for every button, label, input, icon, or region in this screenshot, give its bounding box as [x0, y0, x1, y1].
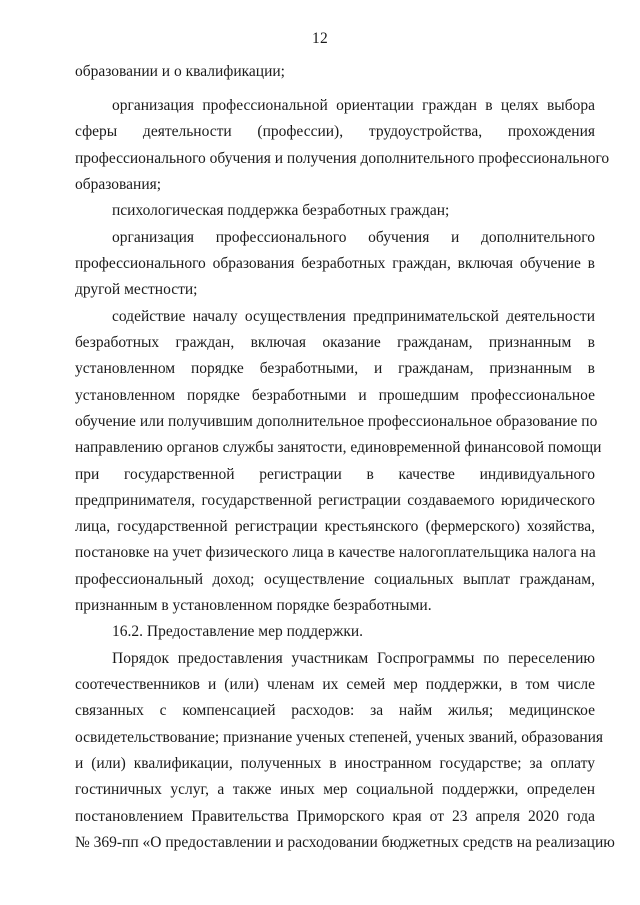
text-line: направлению органов службы занятости, единовременной финансовой помощи: [75, 439, 602, 456]
text-line: организация профессиональной ориентации граждан в целях выбора: [112, 97, 595, 114]
text-line: образования;: [75, 176, 162, 193]
text-line: № 369-пп «О предоставлении и расходовании бюджетных средств на реализацию: [75, 834, 615, 851]
text-line: профессионального обучения и получения дополнительного профессионального: [75, 150, 610, 167]
text-line: обучение или получившим дополнительное профессиональное образование по: [75, 413, 598, 430]
text-line: сферы деятельности (профессии), трудоустройства, прохождения: [75, 123, 595, 140]
text-line: профессиональный доход; осуществление социальных выплат гражданам,: [75, 571, 595, 588]
text-line: содействие началу осуществления предпринимательской деятельности: [112, 308, 595, 325]
text-line: психологическая поддержка безработных граждан;: [112, 202, 450, 219]
text-line: связанных с компенсацией расходов: за найм жилья; медицинское: [75, 702, 595, 719]
text-line: предпринимателя, государственной регистрации создаваемого юридического: [75, 492, 595, 509]
text-line: установленном порядке безработными, и гражданам, признанным в: [75, 360, 595, 377]
text-line: постановлением Правительства Приморского края от 23 апреля 2020 года: [75, 808, 595, 825]
text-line: Порядок предоставления участникам Госпрограммы по переселению: [112, 650, 595, 667]
section-heading: 16.2. Предоставление мер поддержки.: [112, 623, 364, 640]
text-line: при государственной регистрации в качестве индивидуального: [75, 466, 595, 483]
text-line: безработных граждан, включая оказание гражданам, признанным в: [75, 334, 595, 351]
page-number: 12: [311, 30, 329, 47]
text-line: другой местности;: [75, 281, 198, 298]
text-line: освидетельствование; признание ученых степеней, ученых званий, образования: [75, 729, 604, 746]
text-line: постановке на учет физического лица в качестве налогоплательщика налога на: [75, 544, 596, 561]
text-line: лица, государственной регистрации крестьянского (фермерского) хозяйства,: [75, 518, 595, 535]
text-line: признанным в установленном порядке безработными.: [75, 597, 432, 614]
text-line: и (или) квалификации, полученных в иностранном государстве; за оплату: [75, 755, 595, 772]
text-line: гостиничных услуг, а также иных мер социальной поддержки, определен: [75, 781, 595, 798]
text-line: профессионального образования безработных граждан, включая обучение в: [75, 255, 595, 272]
text-line: соотечественников и (или) членам их семей мер поддержки, в том числе: [75, 676, 595, 693]
text-line: организация профессионального обучения и дополнительного: [112, 229, 595, 246]
text-line: установленном порядке безработными и прошедшим профессиональное: [75, 387, 595, 404]
text-line: образовании и о квалификации;: [75, 63, 285, 80]
